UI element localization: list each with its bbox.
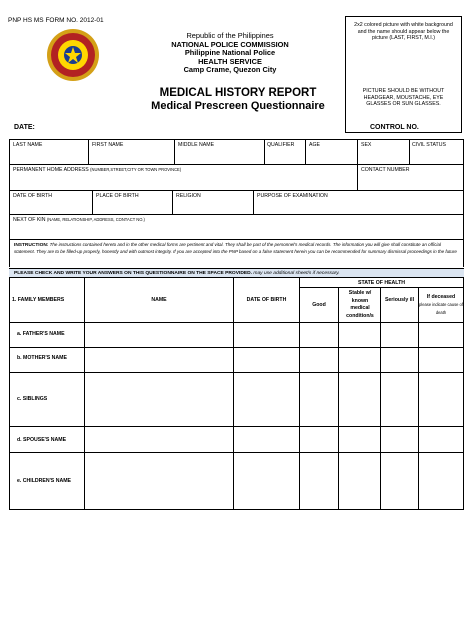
qualifier-field[interactable]: QUALIFIER bbox=[267, 142, 295, 148]
last-name-field[interactable]: LAST NAME bbox=[13, 142, 43, 148]
permanent-address-field[interactable] bbox=[13, 167, 181, 173]
control-number-label: CONTROL NO. bbox=[370, 124, 419, 131]
next-of-kin-label: NEXT OF KIN bbox=[13, 217, 46, 223]
col-seriously-ill: Seriously ill bbox=[384, 297, 415, 303]
col-deceased bbox=[419, 294, 463, 317]
header-line-4: HEALTH SERVICE bbox=[198, 56, 262, 66]
col-family-members: 1. FAMILY MEMBERS bbox=[12, 297, 65, 303]
page-subtitle: Medical Prescreen Questionnaire bbox=[151, 100, 325, 112]
col-state-of-health: STATE OF HEALTH bbox=[358, 280, 405, 286]
instruction-label: INSTRUCTION: bbox=[14, 243, 49, 248]
header-line-2: NATIONAL POLICE COMMISSION bbox=[171, 39, 289, 49]
col-deceased-label: If deceased bbox=[426, 294, 456, 300]
permanent-address-hint: (NUMBER,STREET,CITY OR TOWN PROVINCE) bbox=[90, 167, 182, 172]
answer-instruction-italic: may use additional sheet/s if necessary. bbox=[252, 271, 340, 276]
pnp-seal-logo bbox=[46, 28, 100, 82]
col-date-of-birth: DATE OF BIRTH bbox=[246, 297, 287, 303]
purpose-field[interactable]: PURPOSE OF EXAMINATION bbox=[257, 193, 328, 199]
row-children: e. CHILDREN'S NAME bbox=[17, 478, 71, 484]
place-of-birth-field[interactable]: PLACE OF BIRTH bbox=[96, 193, 139, 199]
contact-number-field[interactable]: CONTACT NUMBER bbox=[361, 167, 410, 173]
col-name: NAME bbox=[151, 297, 167, 303]
civil-status-field[interactable]: CIVIL STATUS bbox=[412, 142, 446, 148]
middle-name-field[interactable]: MIDDLE NAME bbox=[178, 142, 215, 148]
age-field[interactable]: AGE bbox=[309, 142, 320, 148]
col-deceased-hint: please indicate cause of death bbox=[419, 302, 463, 315]
photo-box[interactable] bbox=[345, 16, 462, 133]
header-line-3: Philippine National Police bbox=[184, 48, 276, 57]
date-label: DATE: bbox=[14, 124, 35, 131]
row-spouse: d. SPOUSE'S NAME bbox=[17, 437, 67, 443]
next-of-kin-hint: (NAME, RELATIONSHIP, ADDRESS, CONTACT NO.) bbox=[46, 217, 145, 222]
col-good: Good bbox=[312, 302, 326, 308]
instruction-body: The instructions contained hereto and in the other medical forms are pertinent and vital. They shall be part of the personnel's medical records. The information you will give shall constitute an official statement. They are to be filled-up properly, honestly and with outmost integrity. If you are accepted into the PNP based on a false statement herein you can be recommended for summary dismissal proceedings in the future bbox=[14, 242, 457, 255]
religion-field[interactable]: RELIGION bbox=[176, 193, 201, 199]
instruction-text bbox=[14, 242, 462, 255]
photo-instruction: 2x2 colored picture with white background and the name should appear below the picture (LAST, FIRST, M.I.) bbox=[354, 22, 453, 42]
answer-instruction-bold: PLEASE CHECK AND WRITE YOUR ANSWERS ON THIS QUESTIONNAIRE ON THE SPACE PROVIDED. bbox=[14, 271, 253, 276]
next-of-kin-field[interactable] bbox=[13, 217, 145, 223]
header-line-1: Republic of the Philippines bbox=[186, 31, 274, 40]
col-stable: Stable w/ known medical condition/s bbox=[346, 290, 374, 319]
answer-instruction-bar bbox=[9, 268, 464, 278]
permanent-address-label: PERMANENT HOME ADDRESS bbox=[13, 167, 89, 173]
agency-header bbox=[130, 32, 330, 75]
first-name-field[interactable]: FIRST NAME bbox=[92, 142, 124, 148]
form-number: PNP HS MS FORM NO. 2012-01 bbox=[8, 17, 104, 24]
page-title: MEDICAL HISTORY REPORT bbox=[159, 87, 317, 99]
header-line-5: Camp Crame, Quezon City bbox=[183, 65, 277, 74]
photo-requirement: PICTURE SHOULD BE WITHOUT HEADGEAR, MOUSTACHE, EYE GLASSES OR SUN GLASSES. bbox=[362, 88, 445, 108]
row-siblings: c. SIBLINGS bbox=[17, 396, 48, 402]
sex-field[interactable]: SEX bbox=[361, 142, 372, 148]
row-father: a. FATHER'S NAME bbox=[17, 331, 65, 337]
date-of-birth-field[interactable]: DATE OF BIRTH bbox=[13, 193, 53, 199]
row-mother: b. MOTHER'S NAME bbox=[17, 355, 67, 361]
